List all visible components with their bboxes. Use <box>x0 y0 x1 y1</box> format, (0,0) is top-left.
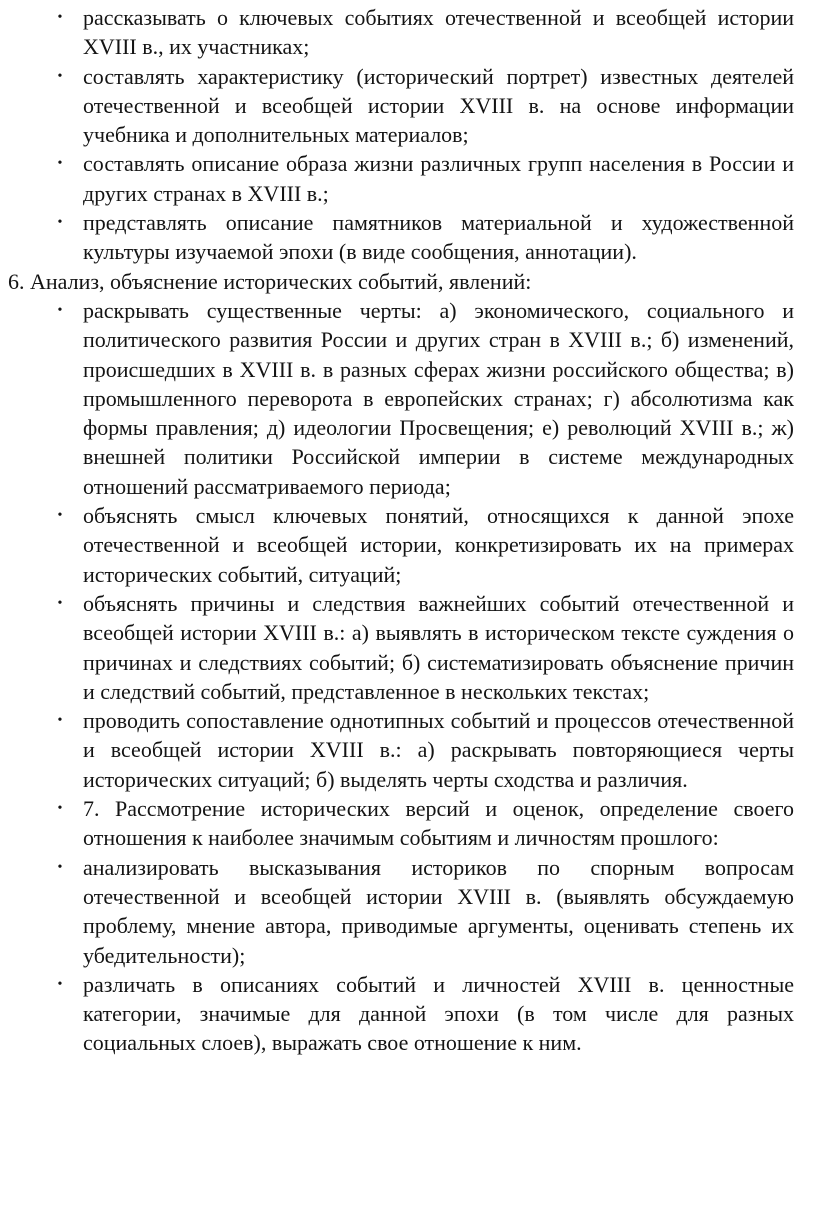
list-item <box>8 208 794 267</box>
list-item <box>8 589 794 706</box>
list-item-text: составлять описание образа жизни различных групп населения в России и других странах в XVIII в.; <box>83 151 794 206</box>
section-heading: 6. Анализ, объяснение исторических событий, явлений: <box>8 268 532 294</box>
list-item-text: различать в описаниях событий и личностей XVIII в. ценностные категории, значимые для данной эпохи (в том числе для разных социальных слоев), выражать свое отношение к ним. <box>83 971 794 1056</box>
list-item-text: 7. Рассмотрение исторических версий и оценок, определение своего отношения к наиболее значимым событиям и личностям прошлого: <box>83 796 794 851</box>
bullet-icon: • <box>57 156 63 172</box>
bullet-icon: • <box>57 508 63 524</box>
bullet-icon: • <box>57 10 63 25</box>
list-item-text: рассказывать о ключевых событиях отечественной и всеобщей истории XVIII в., их участниках; <box>83 5 794 60</box>
list-item <box>8 794 794 853</box>
list-item-text: объяснять смысл ключевых понятий, относящихся к данной эпохе отечественной и всеобщей истории, конкретизировать их на примерах исторических событий, ситуаций; <box>83 503 794 587</box>
bullet-icon: • <box>57 68 63 84</box>
list-item-text: объяснять причины и следствия важнейших событий отечественной и всеобщей истории XVIII в.: а) выявлять в историческом тексте суждения о причинах и следствиях событий; б) систематизировать объяснение причин и следствий событий, представленное в нескольких текстах; <box>83 590 794 704</box>
list-item-text: анализировать высказывания историков по спорным вопросам отечественной и всеобщей истории XVIII в. (выявлять обсуждаемую проблему, мнение автора, приводимые аргументы, оценивать степень их убедительности); <box>83 854 794 968</box>
list-item <box>8 853 794 970</box>
list-item <box>8 970 794 1058</box>
bullet-list-section6 <box>8 296 794 1058</box>
list-item-text: проводить сопоставление однотипных событий и процессов отечественной и всеобщей истории XVIII в.: а) раскрывать повторяющиеся черты исторических ситуаций; б) выделять черты сходства и различия. <box>83 708 794 792</box>
list-item <box>8 3 794 62</box>
list-item <box>8 62 794 150</box>
bullet-icon: • <box>57 595 63 611</box>
list-item <box>8 706 794 794</box>
bullet-icon: • <box>57 801 63 817</box>
bullet-icon: • <box>57 859 63 875</box>
list-item-text: представлять описание памятников материальной и художественной культуры изучаемой эпохи (в виде сообщения, аннотации). <box>83 210 794 265</box>
bullet-icon: • <box>57 976 63 992</box>
bullet-icon: • <box>57 215 63 231</box>
list-item <box>8 149 794 208</box>
bullet-icon: • <box>57 302 63 318</box>
list-item <box>8 501 794 589</box>
list-item-text: составлять характеристику (исторический портрет) известных деятелей отечественной и всеобщей истории XVIII в. на основе информации учебника и дополнительных материалов; <box>83 63 794 148</box>
list-item-text: раскрывать существенные черты: а) экономического, социального и политического развития России и других стран в XVIII в.; б) изменений, происшедших в XVIII в. в разных сферах жизни российского общества; в) промышленного переворота в европейских странах; г) абсолютизма как формы правления; д) идеологии Просвещения; е) революций XVIII в.; ж) внешней политики Российской империи в системе международных отношений рассматриваемого периода; <box>83 297 794 499</box>
bullet-list-top <box>8 3 794 267</box>
bullet-icon: • <box>57 713 63 729</box>
list-item <box>8 296 794 501</box>
